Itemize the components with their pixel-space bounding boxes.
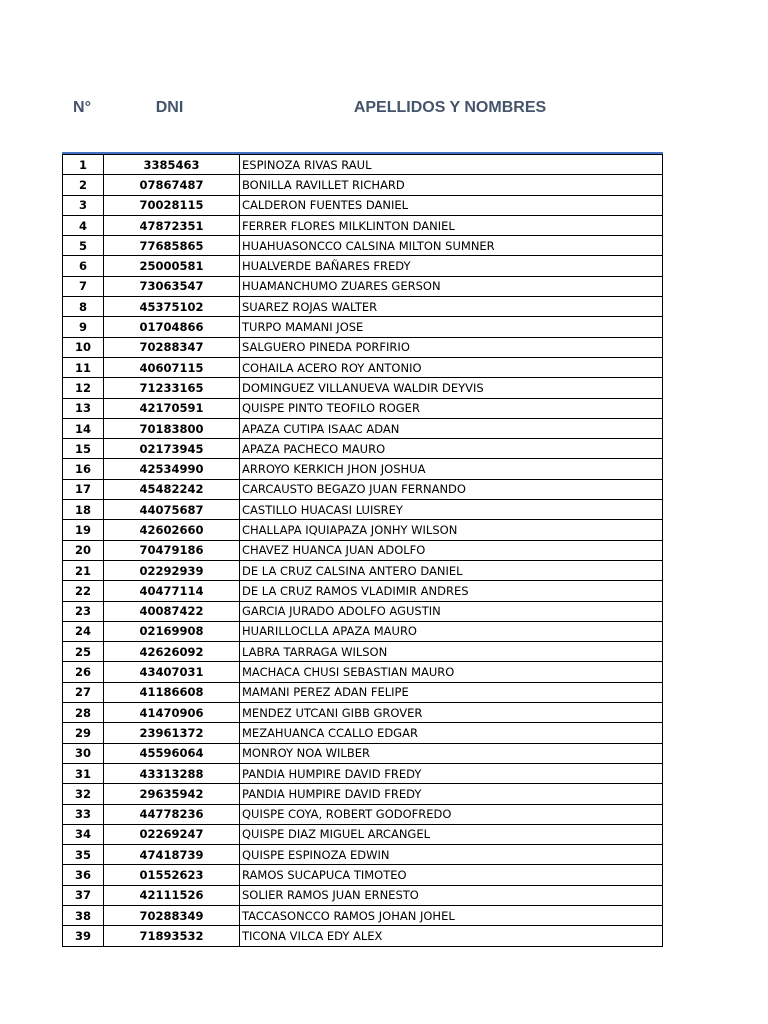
table-row bbox=[63, 276, 663, 296]
row-full-name: QUISPE COYA, ROBERT GODOFREDO bbox=[240, 804, 663, 824]
row-number: 23 bbox=[63, 601, 104, 621]
row-number: 14 bbox=[63, 418, 104, 438]
row-dni: 41186608 bbox=[104, 682, 240, 702]
row-full-name: ARROYO KERKICH JHON JOSHUA bbox=[240, 459, 663, 479]
row-full-name: HUALVERDE BAÑARES FREDY bbox=[240, 256, 663, 276]
row-dni: 43407031 bbox=[104, 662, 240, 682]
table-row bbox=[63, 905, 663, 925]
row-full-name: CALDERON FUENTES DANIEL bbox=[240, 195, 663, 215]
table-row bbox=[63, 703, 663, 723]
row-dni: 01552623 bbox=[104, 865, 240, 885]
table-row bbox=[63, 682, 663, 702]
row-dni: 41470906 bbox=[104, 703, 240, 723]
table-row bbox=[63, 804, 663, 824]
table-row bbox=[63, 256, 663, 276]
table-row bbox=[63, 520, 663, 540]
row-number: 9 bbox=[63, 317, 104, 337]
row-full-name: PANDIA HUMPIRE DAVID FREDY bbox=[240, 763, 663, 783]
row-dni: 02173945 bbox=[104, 439, 240, 459]
row-full-name: CHALLAPA IQUIAPAZA JONHY WILSON bbox=[240, 520, 663, 540]
table-row bbox=[63, 317, 663, 337]
table-row bbox=[63, 621, 663, 641]
row-full-name: APAZA PACHECO MAURO bbox=[240, 439, 663, 459]
row-full-name: BONILLA RAVILLET RICHARD bbox=[240, 175, 663, 195]
table-row bbox=[63, 175, 663, 195]
table-row bbox=[63, 723, 663, 743]
row-number: 37 bbox=[63, 885, 104, 905]
row-number: 4 bbox=[63, 215, 104, 235]
row-full-name: LABRA TARRAGA WILSON bbox=[240, 642, 663, 662]
row-full-name: SOLIER RAMOS JUAN ERNESTO bbox=[240, 885, 663, 905]
row-dni: 29635942 bbox=[104, 784, 240, 804]
row-dni: 70183800 bbox=[104, 418, 240, 438]
row-full-name: ESPINOZA RIVAS RAUL bbox=[240, 155, 663, 175]
table-row bbox=[63, 337, 663, 357]
table-row bbox=[63, 418, 663, 438]
row-number: 20 bbox=[63, 540, 104, 560]
row-full-name: QUISPE PINTO TEOFILO ROGER bbox=[240, 398, 663, 418]
row-number: 21 bbox=[63, 560, 104, 580]
row-full-name: TICONA VILCA EDY ALEX bbox=[240, 926, 663, 946]
table-row bbox=[63, 357, 663, 377]
row-number: 3 bbox=[63, 195, 104, 215]
row-full-name: DOMINGUEZ VILLANUEVA WALDIR DEYVIS bbox=[240, 378, 663, 398]
table-row bbox=[63, 155, 663, 175]
table-row bbox=[63, 865, 663, 885]
row-number: 12 bbox=[63, 378, 104, 398]
row-dni: 43313288 bbox=[104, 763, 240, 783]
row-number: 19 bbox=[63, 520, 104, 540]
row-number: 2 bbox=[63, 175, 104, 195]
row-dni: 42626092 bbox=[104, 642, 240, 662]
row-dni: 45375102 bbox=[104, 297, 240, 317]
row-dni: 40477114 bbox=[104, 581, 240, 601]
table-row bbox=[63, 662, 663, 682]
row-dni: 70479186 bbox=[104, 540, 240, 560]
row-full-name: FERRER FLORES MILKLINTON DANIEL bbox=[240, 215, 663, 235]
row-number: 33 bbox=[63, 804, 104, 824]
row-number: 35 bbox=[63, 845, 104, 865]
row-full-name: CHAVEZ HUANCA JUAN ADOLFO bbox=[240, 540, 663, 560]
table-row bbox=[63, 784, 663, 804]
table-row bbox=[63, 378, 663, 398]
row-dni: 44075687 bbox=[104, 500, 240, 520]
table-row bbox=[63, 885, 663, 905]
row-full-name: MONROY NOA WILBER bbox=[240, 743, 663, 763]
row-dni: 70288349 bbox=[104, 905, 240, 925]
row-number: 28 bbox=[63, 703, 104, 723]
row-number: 10 bbox=[63, 337, 104, 357]
header-dni: DNI bbox=[155, 99, 184, 116]
row-full-name: APAZA CUTIPA ISAAC ADAN bbox=[240, 418, 663, 438]
row-full-name: HUAHUASONCCO CALSINA MILTON SUMNER bbox=[240, 236, 663, 256]
table-row bbox=[63, 824, 663, 844]
table-row bbox=[63, 926, 663, 946]
row-dni: 42111526 bbox=[104, 885, 240, 905]
row-dni: 07867487 bbox=[104, 175, 240, 195]
row-dni: 02169908 bbox=[104, 621, 240, 641]
row-number: 6 bbox=[63, 256, 104, 276]
row-full-name: SALGUERO PINEDA PORFIRIO bbox=[240, 337, 663, 357]
row-full-name: MENDEZ UTCANI GIBB GROVER bbox=[240, 703, 663, 723]
roster-table bbox=[62, 154, 663, 947]
row-full-name: MACHACA CHUSI SEBASTIAN MAURO bbox=[240, 662, 663, 682]
row-number: 18 bbox=[63, 500, 104, 520]
row-number: 25 bbox=[63, 642, 104, 662]
row-number: 31 bbox=[63, 763, 104, 783]
row-dni: 02269247 bbox=[104, 824, 240, 844]
row-number: 15 bbox=[63, 439, 104, 459]
row-number: 5 bbox=[63, 236, 104, 256]
header-number: N° bbox=[73, 99, 91, 116]
row-dni: 3385463 bbox=[104, 155, 240, 175]
row-dni: 71233165 bbox=[104, 378, 240, 398]
row-number: 32 bbox=[63, 784, 104, 804]
row-number: 8 bbox=[63, 297, 104, 317]
row-dni: 77685865 bbox=[104, 236, 240, 256]
table-row bbox=[63, 500, 663, 520]
table-row bbox=[63, 540, 663, 560]
row-number: 1 bbox=[63, 155, 104, 175]
table-row bbox=[63, 845, 663, 865]
row-dni: 23961372 bbox=[104, 723, 240, 743]
row-dni: 40607115 bbox=[104, 357, 240, 377]
row-dni: 47418739 bbox=[104, 845, 240, 865]
row-number: 39 bbox=[63, 926, 104, 946]
roster-table-body bbox=[63, 155, 663, 947]
row-full-name: MAMANI PEREZ ADAN FELIPE bbox=[240, 682, 663, 702]
header-full-name: APELLIDOS Y NOMBRES bbox=[353, 99, 547, 116]
table-row bbox=[63, 560, 663, 580]
row-dni: 73063547 bbox=[104, 276, 240, 296]
row-dni: 70028115 bbox=[104, 195, 240, 215]
row-number: 29 bbox=[63, 723, 104, 743]
row-dni: 01704866 bbox=[104, 317, 240, 337]
row-dni: 02292939 bbox=[104, 560, 240, 580]
table-row bbox=[63, 479, 663, 499]
row-full-name: CARCAUSTO BEGAZO JUAN FERNANDO bbox=[240, 479, 663, 499]
row-full-name: CASTILLO HUACASI LUISREY bbox=[240, 500, 663, 520]
table-row bbox=[63, 398, 663, 418]
row-dni: 44778236 bbox=[104, 804, 240, 824]
table-row bbox=[63, 459, 663, 479]
row-full-name: MEZAHUANCA CCALLO EDGAR bbox=[240, 723, 663, 743]
row-full-name: PANDIA HUMPIRE DAVID FREDY bbox=[240, 784, 663, 804]
table-row bbox=[63, 743, 663, 763]
row-full-name: HUARILLOCLLA APAZA MAURO bbox=[240, 621, 663, 641]
row-dni: 45596064 bbox=[104, 743, 240, 763]
table-row bbox=[63, 195, 663, 215]
row-full-name: QUISPE ESPINOZA EDWIN bbox=[240, 845, 663, 865]
table-row bbox=[63, 581, 663, 601]
row-dni: 42170591 bbox=[104, 398, 240, 418]
row-full-name: TURPO MAMANI JOSE bbox=[240, 317, 663, 337]
row-full-name: HUAMANCHUMO ZUARES GERSON bbox=[240, 276, 663, 296]
row-dni: 71893532 bbox=[104, 926, 240, 946]
row-full-name: GARCIA JURADO ADOLFO AGUSTIN bbox=[240, 601, 663, 621]
table-row bbox=[63, 439, 663, 459]
row-dni: 45482242 bbox=[104, 479, 240, 499]
row-full-name: RAMOS SUCAPUCA TIMOTEO bbox=[240, 865, 663, 885]
row-number: 26 bbox=[63, 662, 104, 682]
row-number: 13 bbox=[63, 398, 104, 418]
row-number: 27 bbox=[63, 682, 104, 702]
row-number: 22 bbox=[63, 581, 104, 601]
row-dni: 42534990 bbox=[104, 459, 240, 479]
row-dni: 70288347 bbox=[104, 337, 240, 357]
table-row bbox=[63, 642, 663, 662]
table-row bbox=[63, 601, 663, 621]
table-row bbox=[63, 215, 663, 235]
row-dni: 40087422 bbox=[104, 601, 240, 621]
row-number: 17 bbox=[63, 479, 104, 499]
row-number: 38 bbox=[63, 905, 104, 925]
row-number: 24 bbox=[63, 621, 104, 641]
row-number: 34 bbox=[63, 824, 104, 844]
row-number: 11 bbox=[63, 357, 104, 377]
row-full-name: TACCASONCCO RAMOS JOHAN JOHEL bbox=[240, 905, 663, 925]
table-row bbox=[63, 297, 663, 317]
row-full-name: DE LA CRUZ RAMOS VLADIMIR ANDRES bbox=[240, 581, 663, 601]
row-number: 7 bbox=[63, 276, 104, 296]
row-dni: 47872351 bbox=[104, 215, 240, 235]
table-row bbox=[63, 236, 663, 256]
row-dni: 25000581 bbox=[104, 256, 240, 276]
row-full-name: COHAILA ACERO ROY ANTONIO bbox=[240, 357, 663, 377]
row-number: 36 bbox=[63, 865, 104, 885]
row-full-name: DE LA CRUZ CALSINA ANTERO DANIEL bbox=[240, 560, 663, 580]
row-number: 30 bbox=[63, 743, 104, 763]
row-full-name: SUAREZ ROJAS WALTER bbox=[240, 297, 663, 317]
row-dni: 42602660 bbox=[104, 520, 240, 540]
row-number: 16 bbox=[63, 459, 104, 479]
row-full-name: QUISPE DIAZ MIGUEL ARCANGEL bbox=[240, 824, 663, 844]
table-row bbox=[63, 763, 663, 783]
